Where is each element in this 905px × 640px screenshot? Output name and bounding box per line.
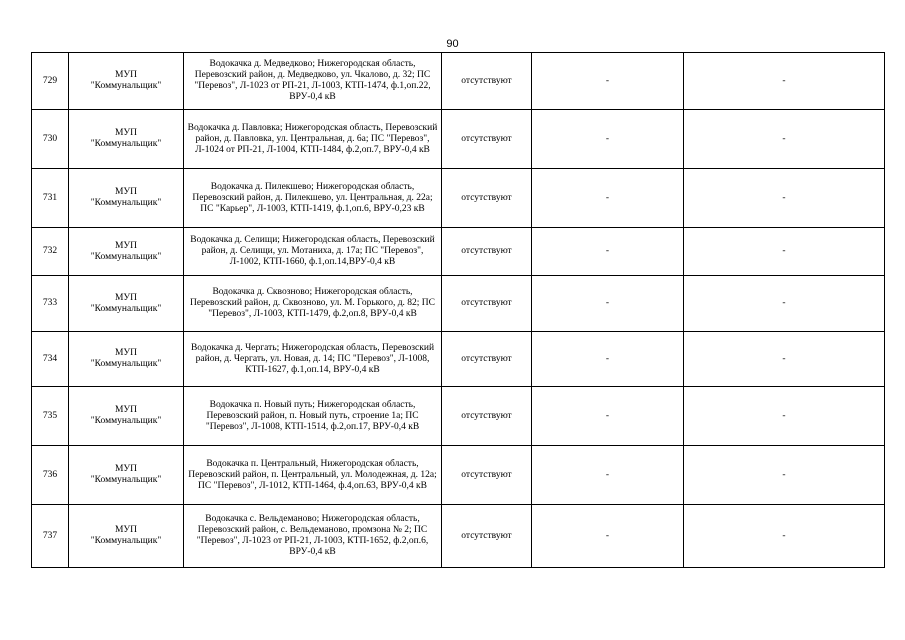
org-name: "Коммунальщик" [90,536,162,546]
column-5-cell: - [532,332,684,387]
table-row [32,53,885,110]
row-number: 731 [32,169,69,228]
organization-cell [69,332,184,387]
organization-cell [69,53,184,110]
row-number: 737 [32,505,69,568]
column-6-cell: - [684,505,885,568]
organization-cell [69,387,184,446]
address-cell: Водокачка д. Селищи; Нижегородская область, Перевозский район, д. Селищи, ул. Мотаниха, д. 17а; ПС "Перевоз", Л-1002, КТП-1660, ф.1,оп.14,ВРУ-0,4 кВ [184,228,442,276]
column-6-cell: - [684,110,885,169]
table-row [32,505,885,568]
data-table [31,52,885,568]
column-5-cell: - [532,169,684,228]
column-6-cell: - [684,169,885,228]
org-type: МУП [114,525,138,535]
column-6-cell: - [684,387,885,446]
org-name: "Коммунальщик" [90,416,162,426]
row-number: 734 [32,332,69,387]
address-cell: Водокачка д. Пилекшево; Нижегородская область, Перевозский район, д. Пилекшево, ул. Центральная, д. 22а; ПС "Карьер", Л-1003, КТП-1419, ф.1,оп.6, ВРУ-0,23 кВ [184,169,442,228]
organization-cell [69,110,184,169]
status-cell: отсутствуют [442,505,532,568]
table-row [32,228,885,276]
column-5-cell: - [532,228,684,276]
status-cell: отсутствуют [442,110,532,169]
organization-cell [69,228,184,276]
row-number: 730 [32,110,69,169]
column-5-cell: - [532,446,684,505]
column-5-cell: - [532,276,684,332]
table-row [32,110,885,169]
org-type: МУП [114,240,138,251]
org-name: "Коммунальщик" [90,198,162,208]
column-5-cell: - [532,53,684,110]
org-type: МУП [114,348,138,358]
row-number: 733 [32,276,69,332]
row-number: 732 [32,228,69,276]
column-6-cell: - [684,332,885,387]
page-number: 90 [446,38,459,50]
table-row [32,387,885,446]
table-row [32,332,885,387]
status-cell: отсутствуют [442,446,532,505]
column-6-cell: - [684,446,885,505]
address-cell: Водокачка п. Центральный, Нижегородская область, Перевозский район, п. Центральный, ул. Молодежная, д. 12а; ПС "Перевоз", Л-1012, КТП-1464, ф.4,оп.63, ВРУ-0,4 кВ [184,446,442,505]
column-6-cell: - [684,228,885,276]
address-cell: Водокачка с. Вельдеманово; Нижегородская область, Перевозский район, с. Вельдеманово, промзона № 2; ПС "Перевоз", Л-1023 от РП-21, Л-1003, КТП-1652, ф.2,оп.6, ВРУ-0,4 кВ [184,505,442,568]
organization-cell [69,446,184,505]
column-5-cell: - [532,110,684,169]
address-cell: Водокачка д. Чергать; Нижегородская область, Перевозский район, д. Чергать, ул. Новая, д. 14; ПС "Перевоз", Л-1008, КТП-1627, ф.1,оп.14, ВРУ-0,4 кВ [184,332,442,387]
org-name: "Коммунальщик" [90,139,162,149]
table-row [32,276,885,332]
org-type: МУП [114,128,138,138]
column-5-cell: - [532,505,684,568]
org-type: МУП [114,464,138,474]
address-cell: Водокачка д. Медведково; Нижегородская область, Перевозский район, д. Медведково, ул. Чкалово, д. 32; ПС "Перевоз", Л-1023 от РП-21, Л-1003, КТП-1474, ф.1,оп.22, ВРУ-0,4 кВ [184,53,442,110]
status-cell: отсутствуют [442,53,532,110]
org-name: "Коммунальщик" [90,81,162,91]
org-type: МУП [114,292,138,303]
status-cell: отсутствуют [442,169,532,228]
address-cell: Водокачка д. Сквозново; Нижегородская область, Перевозский район, д. Сквозново, ул. М. Горького, д. 82; ПС "Перевоз", Л-1003, КТП-1479, ф.2,оп.8, ВРУ-0,4 кВ [184,276,442,332]
address-cell: Водокачка п. Новый путь; Нижегородская область, Перевозский район, п. Новый путь, строение 1а; ПС "Перевоз", Л-1008, КТП-1514, ф.2,оп.17, ВРУ-0,4 кВ [184,387,442,446]
address-cell: Водокачка д. Павловка; Нижегородская область, Перевозский район, д. Павловка, ул. Центральная, д. 6а; ПС "Перевоз", Л-1024 от РП-21, Л-1004, КТП-1484, ф.2,оп.7, ВРУ-0,4 кВ [184,110,442,169]
column-5-cell: - [532,387,684,446]
status-cell: отсутствуют [442,387,532,446]
organization-cell [69,169,184,228]
organization-cell [69,505,184,568]
status-cell: отсутствуют [442,332,532,387]
table-row [32,169,885,228]
org-name: "Коммунальщик" [90,251,162,262]
organization-cell [69,276,184,332]
org-type: МУП [114,405,138,415]
row-number: 735 [32,387,69,446]
status-cell: отсутствуют [442,228,532,276]
row-number: 736 [32,446,69,505]
org-type: МУП [114,70,138,80]
org-name: "Коммунальщик" [90,303,162,314]
row-number: 729 [32,53,69,110]
column-6-cell: - [684,276,885,332]
table-row [32,446,885,505]
column-6-cell: - [684,53,885,110]
org-type: МУП [114,187,138,197]
status-cell: отсутствуют [442,276,532,332]
org-name: "Коммунальщик" [90,359,162,369]
org-name: "Коммунальщик" [90,475,162,485]
